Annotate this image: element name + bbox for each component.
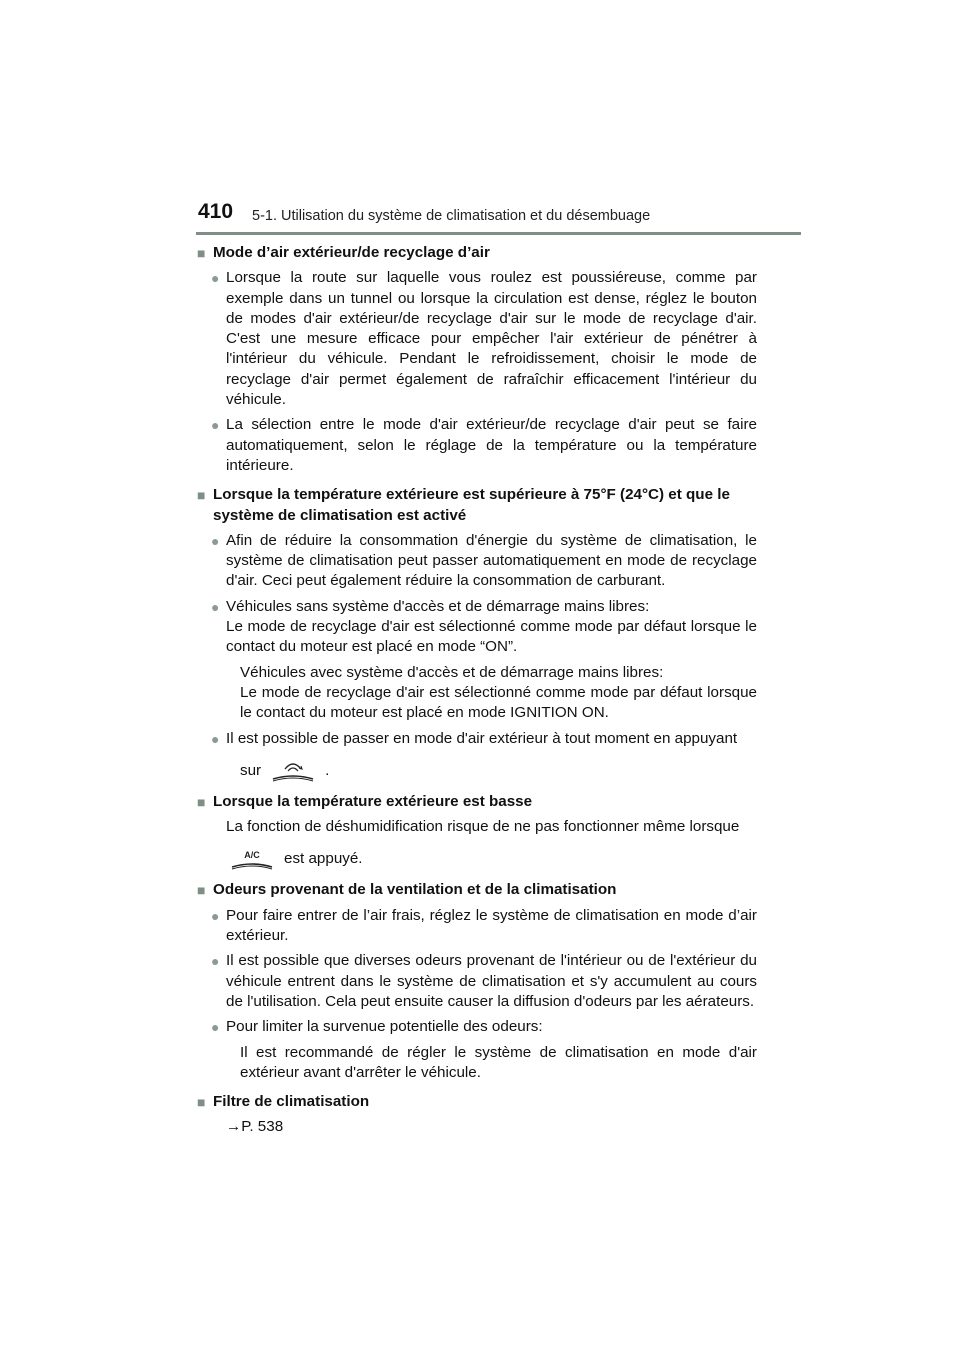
square-bullet-icon: ■ [197, 245, 206, 261]
paragraph-lead: Véhicules avec système d'accès et de démarrage mains libres: [240, 663, 664, 681]
button-reference-line [220, 847, 757, 871]
section-high-temperature [197, 485, 757, 783]
list-item [197, 268, 757, 410]
list-item [197, 415, 757, 476]
bullet-text: Il est possible de passer en mode d'air extérieur à tout moment en appuyant [226, 729, 738, 747]
section-low-temperature [197, 792, 757, 872]
list-item [197, 1017, 757, 1037]
round-bullet-icon: ● [211, 532, 220, 549]
list-item [197, 531, 757, 592]
chapter-title: 5-1. Utilisation du système de climatisation et du désembuage [252, 208, 651, 224]
ac-button-label: A/C [244, 850, 260, 861]
list-item [197, 906, 757, 947]
round-bullet-icon: ● [211, 1019, 220, 1036]
bullet-text: La sélection entre le mode d'air extérieur/de recyclage d'air peut se faire automatiquement, selon le réglage de la température ou la température intérieure. [226, 416, 757, 474]
section-heading [197, 880, 757, 900]
page-content [197, 243, 757, 1147]
paragraph [240, 663, 757, 724]
section-heading [197, 792, 757, 812]
round-bullet-icon: ● [211, 730, 220, 747]
header-rule [196, 232, 801, 235]
text-fragment: est appuyé. [284, 850, 363, 868]
section-title: Odeurs provenant de la ventilation et de la climatisation [213, 881, 617, 899]
section-heading [197, 1092, 757, 1112]
bullet-text: Lorsque la route sur laquelle vous roulez est poussiéreuse, comme par exemple dans un tunnel ou lorsque la circulation est dense, réglez le bouton de modes d'air extérieur/de recyclage d'air sur le mode de recyclage d'air. C'est une mesure efficace pour empêcher l'air extérieur de pénétrer à l'intérieur du véhicule. Pendant le refroidissement, choisir le mode de recyclage d'air permet également de rafraîchir efficacement l'intérieur du véhicule. [226, 269, 757, 409]
ac-button-icon [226, 847, 278, 871]
paragraph-body: Le mode de recyclage d'air est sélectionné comme mode par défaut lorsque le contact du moteur est placé en mode IGNITION ON. [240, 683, 757, 722]
square-bullet-icon: ■ [197, 793, 206, 810]
square-bullet-icon: ■ [197, 1094, 206, 1111]
section-odors [197, 880, 757, 1083]
bullet-lead: Véhicules sans système d'accès et de démarrage mains libres: [226, 597, 650, 615]
bullet-text: Pour limiter la survenue potentielle des odeurs: [226, 1018, 543, 1036]
section-title: Mode d’air extérieur/de recyclage d’air [213, 244, 490, 261]
section-filter [197, 1092, 757, 1138]
paragraph: Il est recommandé de régler le système de climatisation en mode d'air extérieur avant d'arrêter le véhicule. [240, 1043, 757, 1081]
text-fragment: . [325, 761, 330, 779]
round-bullet-icon: ● [211, 953, 220, 970]
round-bullet-icon: ● [211, 598, 220, 615]
bullet-text: Afin de réduire la consommation d'énergie du système de climatisation, le système de climatisation peut passer automatiquement en mode de recyclage d'air. Ceci peut également réduire la consommation de carburant. [226, 531, 757, 590]
bullet-text [226, 597, 757, 658]
section-title: Lorsque la température extérieure est supérieure à 75°F (24°C) et que le système de climatisation est activé [213, 486, 730, 524]
section-outside-air [197, 243, 757, 476]
bullet-body: Le mode de recyclage d'air est sélectionné comme mode par défaut lorsque le contact du moteur est placé en mode “ON”. [226, 618, 757, 656]
text-fragment: sur [240, 761, 262, 779]
round-bullet-icon: ● [211, 417, 220, 434]
section-title: Lorsque la température extérieure est basse [213, 792, 533, 810]
page-reference-link[interactable]: →P. 538 [226, 1118, 284, 1136]
list-item [197, 951, 757, 1012]
bullet-text: Il est possible que diverses odeurs provenant de l'intérieur ou de l'extérieur du véhicule entrent dans le système de climatisation et s'y accumulent au cours de l'utilisation. Cela peut ensuite causer la diffusion d'odeurs par les aérateurs. [226, 952, 757, 1010]
section-heading [197, 243, 757, 263]
list-item [197, 597, 757, 658]
list-item [197, 729, 757, 749]
page-number: 410 [198, 200, 234, 223]
section-heading [197, 485, 757, 526]
bullet-text: Pour faire entrer de l’air frais, réglez le système de climatisation en mode d’air extérieur. [226, 906, 757, 945]
section-title: Filtre de climatisation [213, 1093, 370, 1111]
square-bullet-icon: ■ [197, 487, 206, 504]
paragraph: La fonction de déshumidification risque de ne pas fonctionner même lorsque [226, 818, 740, 836]
outside-air-button-icon [267, 759, 319, 783]
round-bullet-icon: ● [211, 270, 220, 287]
square-bullet-icon: ■ [197, 882, 206, 899]
button-reference-line [240, 759, 757, 783]
round-bullet-icon: ● [211, 907, 220, 924]
